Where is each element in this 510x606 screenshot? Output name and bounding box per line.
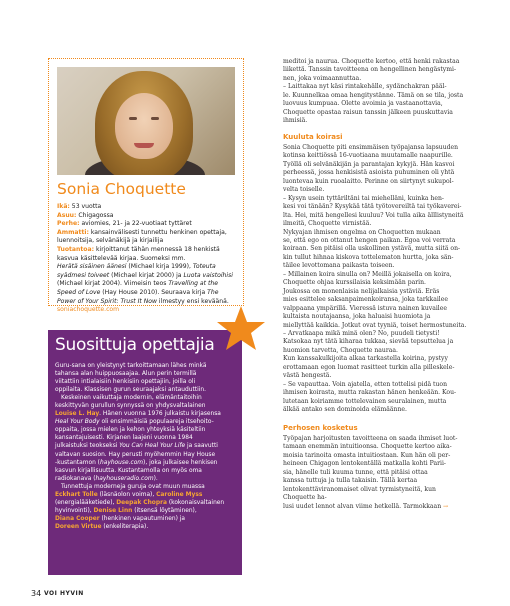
- highlighted-name: Diana Cooper: [55, 515, 100, 522]
- article-line: luontevaa kuin ruoalaitto. Perinne on siirtynyt sukupol-: [283, 177, 454, 185]
- continue-arrow-icon: →: [441, 502, 449, 510]
- highlighted-name: Doreen Virtue: [55, 523, 102, 530]
- sidebar-line: oppaita, jossa mielen ja kehon yhteyksiä käsiteltiin: [55, 427, 206, 434]
- sidebar-line: viitattiin intialaisiin henkisiin opettajiin, joilla oli: [55, 379, 196, 386]
- article-line: ilmeitä, Choquette virnistää.: [283, 220, 372, 228]
- italic-title: hayhouseradio.com: [95, 475, 154, 482]
- article-line: se, että ego on ottanut hengen paikan. Egoa voi verrata: [283, 236, 456, 244]
- article-line: kesi voi tänään? Kysykää tätä työtovereiltä tai työkaverei-: [283, 203, 462, 211]
- italic-title: Heal Your Body: [55, 419, 100, 426]
- sidebar-line: radiokanava (hayhouseradio.com).: [55, 475, 158, 482]
- article-line: sia, hänelle tuli kuuma tunne, että pitäisi ottaa: [283, 468, 428, 476]
- profile-fact-text: kirjoittanut tähän mennessä 18 henkistä kasvua käsittelevää kirjaa. Suomeksi mm.: [57, 245, 220, 262]
- article-line: nen, joka voimaannuttaa.: [283, 74, 362, 82]
- sidebar-line: Louise L. Hay. Hänen vuonna 1976 julkaistu kirjasensa: [55, 411, 221, 418]
- article-line: Katsokaa nyt tätä kiharaa tukkaa, sievää tepsuttelua ja: [283, 338, 454, 346]
- magazine-logo: VOI HYVIN: [44, 590, 84, 597]
- article-line: miellyttää kaikkia. Jotkut ovat tyyniä, toiset hermostuneita.: [283, 321, 467, 329]
- subheading-butterfly: Perhosen kosketus: [283, 424, 358, 432]
- profile-fact-label: Ikä:: [57, 203, 70, 210]
- article-line: lutetaan koiriamme tottelevainen seuralainen, mutta: [283, 397, 447, 405]
- profile-facts: [57, 203, 237, 315]
- article-line: tamaan enemmän intuitioonsa. Choquette kertoo aika-: [283, 443, 452, 451]
- sidebar-line: keskittyvän gurullun synnyssä on yhdysvaltalainen: [55, 403, 206, 410]
- sidebar-box: [48, 330, 242, 575]
- profile-website-link[interactable]: soniachoquette.com: [57, 306, 120, 314]
- article-line: liikettä. Tanssin tavoitteena on hengellinen hengästymi-: [283, 66, 457, 74]
- sidebar-line: (energialääketiede), Deepak Chopra (kokonaisvaltainen: [55, 499, 225, 506]
- article-line: ihmisiä.: [283, 117, 308, 125]
- photo-eye-left: [129, 117, 137, 120]
- article-line: kin tullut hihnaa kiskova tottelematon hurtta, joka sän-: [283, 253, 454, 261]
- article-line: lentokenttäviranomaiset olivat tyrmistyneitä, kun Choquette ha-: [283, 485, 436, 502]
- photo-eye-right: [151, 117, 159, 120]
- article-line: moisia tarinoita omasta intuitiostaan. Kun hän oli per-: [283, 451, 451, 459]
- sidebar-line: kasvun kirjallisuutta. Kustantamolla on myös oma: [55, 467, 202, 474]
- sidebar-line: julkaistuksi teokseksi You Can Heal Your Life ja saavutti: [55, 443, 218, 450]
- article-line: Joukossa on monenlaisia nelijalkaisia ystäviä. Eräs: [283, 287, 440, 295]
- article-line: valppaana ympärillä. Vieressä istuva nainen kuvailee: [283, 304, 447, 312]
- profile-name: Sonia Choquette: [57, 180, 186, 198]
- article-line: – Arvatkaapa mikä minä olen? No, puudeli tietysti!: [283, 329, 440, 337]
- sidebar-line: Doreen Virtue (enkeliterapia).: [55, 523, 149, 530]
- sidebar-line: tahansa alan huippuosaajaa. Alun perin termillä: [55, 371, 197, 378]
- profile-fact: [57, 212, 114, 219]
- article-line: – Millainen koira sinulla on? Meillä jokaisella on koira,: [283, 270, 452, 278]
- article-line: Sonia Choquette piti ensimmäisen työpajansa lapsuuden: [283, 144, 459, 151]
- sidebar-line: kansantajuisesti. Kirjanen laajeni vuonna 1984: [55, 435, 193, 442]
- article-block-1: [283, 58, 467, 126]
- article-line: kanssa tuttuja ja tulla takaisin. Tällä kertaa: [283, 477, 418, 485]
- profile-fact-label: Perhe:: [57, 220, 80, 228]
- article-line: huomion tarvetta, Choquette nauraa.: [283, 346, 398, 354]
- profile-fact-text: 53 vuotta: [69, 203, 102, 210]
- article-line: – Kysyn usein tyttäriltäni tai miehelläni, kuinka hen-: [283, 194, 444, 202]
- italic-title: hayhouse.com: [99, 459, 144, 466]
- sidebar-line: Guru-sana on yleistynyt tarkoittamaan lähes minkä: [55, 363, 207, 369]
- profile-fact-text: kansainvälisesti tunnettu henkinen opettaja, luennoitsija, selvänäkijä ja kirjailija: [57, 228, 227, 245]
- article-line: – Se vapauttaa. Voin ajatella, etten tottelisi pidä tuon: [283, 380, 448, 388]
- article-line: ihmisen koirasta, mutta rakastan hänen henkeään. Kou-: [283, 389, 457, 397]
- article-line: meditoi ja naurua. Choquette kertoo, että henki rakastaa: [283, 58, 460, 65]
- article-line: heineen Chigagon lentokentällä matkalla kohti Parii-: [283, 460, 446, 468]
- article-line: Choquette ohjaa kurssilaisia keksimään parin.: [283, 279, 426, 287]
- article-line: täilee levottomana paikasta toiseen.: [283, 262, 395, 270]
- photo-face: [115, 93, 173, 159]
- sidebar-line: oppilaita. Klassisen gurun seuraajaksi antauduttiin.: [55, 387, 206, 394]
- article-block-2: [283, 144, 467, 415]
- profile-fact-label: Tuotantoa:: [57, 245, 95, 253]
- article-line: luovuus kumpuaa. Olette avoimia ja vastaanottavia,: [283, 100, 443, 108]
- sidebar-line: Heal Your Body oli ensimmäisiä populaareja itsehoito-: [55, 419, 214, 426]
- article-block-3: [283, 435, 467, 511]
- article-line: lta. Hei, mitä hengellesi kuuluu? Voi tulla aika älllistyneitä: [283, 211, 464, 219]
- article-line: Choquette opastaa raisun tanssin jälkeen puuskuttavia: [283, 108, 453, 116]
- profile-fact-text: aviomies, 21- ja 22-vuotiaat tyttäret: [79, 220, 192, 228]
- article-line: älkää antako sen dominoida elämäänne.: [283, 406, 407, 414]
- sidebar-text: [55, 362, 237, 531]
- highlighted-name: Eckhart Tolle: [55, 491, 98, 498]
- sidebar-line: Eckhart Tolle (läsnäolon voima), Caroline Myss: [55, 491, 203, 498]
- highlighted-name: Deepak Chopra: [116, 499, 167, 506]
- profile-fact: [57, 220, 192, 227]
- highlighted-name: Caroline Myss: [156, 491, 203, 498]
- article-line: Kun kanssakulkijoita alkaa tarkastella koirina, pystyy: [283, 355, 448, 363]
- photo-mouth: [134, 143, 154, 148]
- article-line: Työllä oli selvänäkijän ja parantajan kykyjä. Hän kasvoi: [283, 160, 455, 168]
- profile-fact-label: Asuu:: [57, 211, 77, 219]
- article-line: perheessä, jossa henkisistä asioista puhuminen oli yhtä: [283, 169, 455, 177]
- sidebar-line: Tunnettuja moderneja guruja ovat muun muassa: [61, 483, 205, 490]
- page-number: 34: [31, 589, 42, 598]
- sidebar-title: Suosittuja opettajia: [55, 335, 215, 355]
- sidebar-line: Keskeinen vaikuttaja modernin, elämäntaitoihin: [61, 395, 202, 402]
- article-line: – Laittakaa nyt käsi rintakehälle, sydänchakran pääl-: [283, 83, 447, 91]
- profile-fact: [57, 203, 101, 210]
- sidebar-line: Diana Cooper (henkinen vapautuminen) ja: [55, 515, 186, 522]
- article-line: Työpajan harjoitusten tavoitteena on saada ihmiset luot-: [283, 435, 458, 442]
- sidebar-line: hyvinvointi), Denise Linn (itsensä löytäminen),: [55, 507, 197, 514]
- profile-books: Herätä sisäinen äänesi (Michael kirja 1999), Toteuta syädmesi toiveet (Michael kirjat 2000) ja Luota vaistoihisi (Michael kirjat 2004). Viimeisin teos Travelling at the Speed of Love (Hay House 2010). Seuraava kirja The Power of Your Spirit: Trust It Now ilmestyy ensi keväänä. soniachoquette.com: [57, 263, 233, 314]
- profile-fact: [57, 229, 227, 245]
- article-line: velta toiselle.: [283, 186, 325, 194]
- profile-fact-label: Ammatti:: [57, 228, 89, 236]
- highlighted-name: Louise L. Hay: [55, 411, 100, 418]
- profile-fact-text: Chigagossa: [76, 211, 114, 219]
- article-line: erottamaan egon luomat rasitteet turkin alla pilleskele-: [283, 363, 455, 371]
- sidebar-line: valtavan suosion. Hay perusti myöhemmin Hay House: [55, 451, 216, 458]
- star-icon: [216, 305, 266, 351]
- article-line: mies esittelee saksanpaimenkoiransa, joka tarkkailee: [283, 296, 448, 304]
- profile-fact: [57, 246, 220, 262]
- article-line: västä hengestä.: [283, 372, 332, 380]
- article-line: kotinsa keittiössä 16-vuotiaana muutamalle naapurille.: [283, 152, 453, 160]
- article-line: kultaista noutajaansa, joka haluaisi huomiota ja: [283, 313, 431, 321]
- article-line: lusi uudet lennot alvan viime hetkellä. Tarmokkaan →: [283, 502, 449, 510]
- article-line: koiraan. Sen pitäisi olla uskollinen ystävä, mutta siitä on-: [283, 245, 461, 253]
- article-line: le. Kuunnelkaa omaa hengitystänne. Tämä on se tila, josta: [283, 91, 464, 99]
- portrait-photo: [57, 67, 235, 175]
- subheading-dog: Kuulutа koirasi: [283, 133, 343, 141]
- highlighted-name: Denise Linn: [93, 507, 133, 514]
- article-line: Nykyajan ihmisen ongelma on Choquetten mukaan: [283, 228, 441, 236]
- profile-box: [48, 58, 244, 314]
- italic-title: You Can Heal Your Life: [119, 443, 186, 450]
- sidebar-line: -kustantamon (hayhouse.com), joka julkaisee henkisen: [55, 459, 218, 466]
